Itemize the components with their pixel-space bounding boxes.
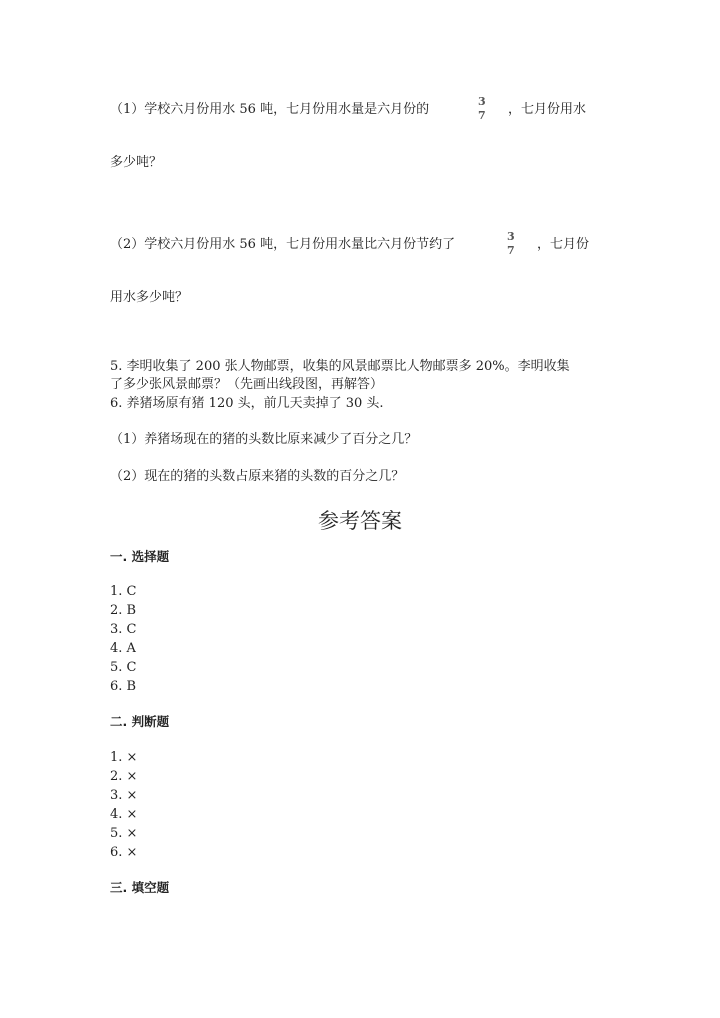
answer-item: 6. B [110, 679, 137, 694]
q4-part1-line2: 多少吨？ [110, 155, 163, 170]
section-heading-fill: 三. 填空题 [110, 880, 170, 895]
q6-part1: （1）养猪场现在的猪的头数比原来减少了百分之几？ [110, 432, 418, 447]
section-heading-choice: 一. 选择题 [110, 549, 170, 564]
section-heading-judge: 二. 判断题 [110, 714, 170, 729]
q4-part1-tail: ，七月份用水 [508, 102, 587, 117]
answer-item: 5. × [110, 826, 138, 841]
q6-stem: 6. 养猪场原有猪 120 头，前几天卖掉了 30 头. [110, 396, 384, 411]
answers-title: 参考答案 [318, 509, 402, 533]
q4-part1-line1 [110, 101, 429, 119]
q6-part2: （2）现在的猪的头数占原来猪的头数的百分之几？ [110, 469, 405, 484]
fraction-3-7 [478, 95, 486, 123]
answer-item: 3. × [110, 788, 138, 803]
answer-item: 6. × [110, 845, 138, 860]
q5-line1: 5. 李明收集了 200 张人物邮票，收集的风景邮票比人物邮票多 20%。李明收集 [110, 359, 570, 374]
q4-part2-tail: ，七月份 [537, 237, 590, 252]
answer-item: 2. B [110, 603, 137, 618]
denominator: 7 [478, 109, 486, 122]
q4-part1-text: （1）学校六月份用水 56 吨，七月份用水量是六月份的 [110, 102, 430, 117]
numerator: 3 [507, 230, 515, 243]
answer-item: 1. × [110, 750, 138, 765]
q4-part2-line2: 用水多少吨？ [110, 290, 189, 305]
q5-line2: 了多少张风景邮票？（先画出线段图，再解答） [110, 377, 384, 392]
denominator: 7 [507, 244, 515, 257]
numerator: 3 [478, 95, 486, 108]
answer-item: 4. A [110, 641, 136, 656]
answer-item: 3. C [110, 622, 137, 637]
answer-item: 4. × [110, 807, 138, 822]
answer-item: 5. C [110, 660, 137, 675]
q4-part2-text: （2）学校六月份用水 56 吨，七月份用水量比六月份节约了 [110, 237, 456, 252]
answer-item: 1. C [110, 584, 137, 599]
answer-item: 2. × [110, 769, 138, 784]
fraction-3-7 [507, 230, 515, 258]
